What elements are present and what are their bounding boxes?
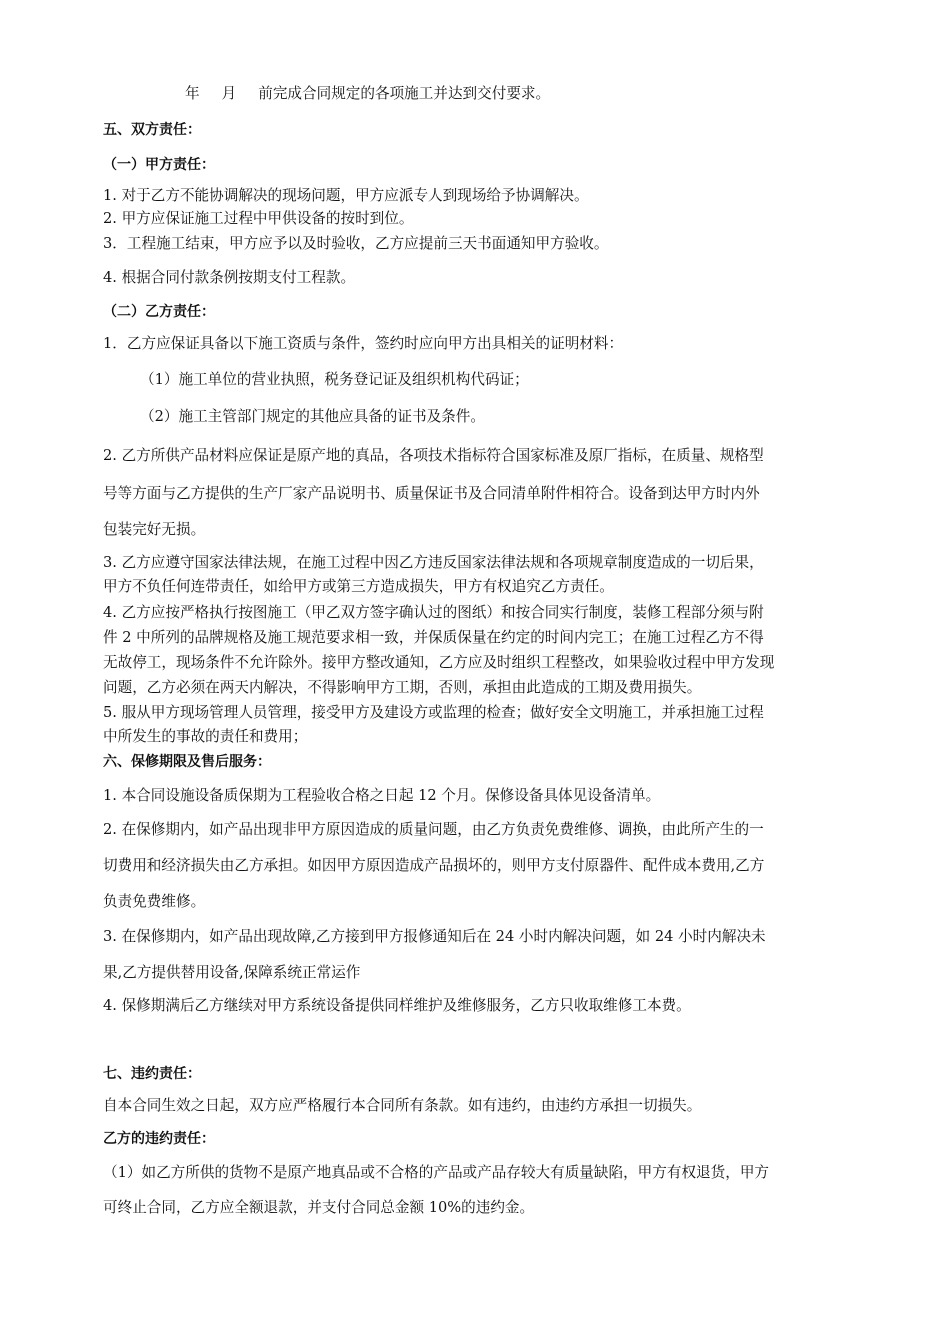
intro-year: 年: [185, 85, 200, 102]
warranty-item-2-line: 2. 在保修期内，如产品出现非甲方原因造成的质量问题，由乙方负责免费维修、调换，由此所产生的一: [103, 821, 764, 838]
intro-line: [185, 84, 930, 104]
breach-item-1-line: （1）如乙方所供的货物不是原产地真品或不合格的产品或产品存较大有质量缺陷，甲方有权退货，甲方: [103, 1164, 770, 1181]
party-b-item-1: 1．乙方应保证具备以下施工资质与条件，签约时应向甲方出具相关的证明材料：: [103, 335, 624, 352]
party-b-item-4-line: 无故停工，现场条件不允许除外。接甲方整改通知，乙方应及时组织工程整改，如果验收过程中甲方发现: [103, 654, 775, 671]
warranty-item-2-line: 负责免费维修。: [103, 893, 206, 910]
intro-month: 月: [221, 85, 237, 102]
party-b-breach-heading: 乙方的违约责任：: [103, 1131, 215, 1147]
breach-item-1-line: 可终止合同，乙方应全额退款，并支付合同总金额 10%的违约金。: [103, 1199, 535, 1216]
party-b-item-1-sub-1: （1）施工单位的营业执照，税务登记证及组织机构代码证；: [140, 371, 529, 388]
warranty-item-2-line: 切费用和经济损失由乙方承担。如因甲方原因造成产品损坏的，则甲方支付原器件、配件成本费用,乙方: [103, 857, 765, 874]
warranty-item-3-line: 3. 在保修期内，如产品出现故障,乙方接到甲方报修通知后在 24 小时内解决问题，如 24 小时内解决未: [103, 928, 766, 945]
party-a-heading: （一）甲方责任：: [103, 157, 215, 173]
warranty-item-4: 4. 保修期满后乙方继续对甲方系统设备提供同样维护及维修服务，乙方只收取维修工本费。: [103, 997, 691, 1014]
section-5-heading: 五、双方责任：: [103, 122, 201, 138]
party-a-item-4: 4. 根据合同付款条例按期支付工程款。: [103, 269, 356, 286]
party-b-item-3-line: 甲方不负任何连带责任，如给甲方或第三方造成损失，甲方有权追究乙方责任。: [103, 578, 614, 595]
party-b-item-2-line: 2. 乙方所供产品材料应保证是原产地的真品，各项技术指标符合国家标准及原厂指标，在质量、规格型: [103, 447, 764, 464]
warranty-item-1: 1. 本合同设施设备质保期为工程验收合格之日起 12 个月。保修设备具体见设备清单。: [103, 787, 661, 804]
party-b-item-4-line: 问题，乙方必须在两天内解决，不得影响甲方工期，否则，承担由此造成的工期及费用损失。: [103, 679, 702, 696]
party-b-item-2-line: 包装完好无损。: [103, 521, 206, 538]
party-b-item-4-line: 件 2 中所列的品牌规格及施工规范要求相一致，并保质保量在约定的时间内完工；在施工过程乙方不得: [103, 629, 764, 646]
party-a-item-1: 1. 对于乙方不能协调解决的现场问题，甲方应派专人到现场给予协调解决。: [103, 187, 589, 204]
party-a-item-2: 2. 甲方应保证施工过程中甲供设备的按时到位。: [103, 210, 414, 227]
party-b-item-4-line: 4. 乙方应按严格执行按图施工（甲乙双方签字确认过的图纸）和按合同实行制度，装修工程部分须与附: [103, 604, 764, 621]
section-7-heading: 七、违约责任：: [103, 1066, 201, 1082]
party-b-item-1-sub-2: （2）施工主管部门规定的其他应具备的证书及条件。: [140, 408, 485, 425]
warranty-item-3-line: 果,乙方提供替用设备,保障系统正常运作: [103, 964, 361, 981]
party-b-heading: （二）乙方责任：: [103, 304, 215, 320]
party-b-item-2-line: 号等方面与乙方提供的生产厂家产品说明书、质量保证书及合同清单附件相符合。设备到达甲方时内外: [103, 485, 760, 502]
party-b-item-5-line: 中所发生的事故的责任和费用；: [103, 728, 308, 745]
party-b-item-3-line: 3. 乙方应遵守国家法律法规，在施工过程中因乙方违反国家法律法规和各项规章制度造成的一切后果，: [103, 554, 764, 571]
breach-intro: 自本合同生效之日起，双方应严格履行本合同所有条款。如有违约，由违约方承担一切损失。: [103, 1097, 702, 1114]
section-6-heading: 六、保修期限及售后服务：: [103, 754, 271, 770]
party-b-item-5-line: 5. 服从甲方现场管理人员管理，接受甲方及建设方或监理的检查；做好安全文明施工，并承担施工过程: [103, 704, 764, 721]
intro-text: 前完成合同规定的各项施工并达到交付要求。: [258, 85, 551, 102]
party-a-item-3: 3．工程施工结束，甲方应予以及时验收，乙方应提前三天书面通知甲方验收。: [103, 235, 609, 252]
